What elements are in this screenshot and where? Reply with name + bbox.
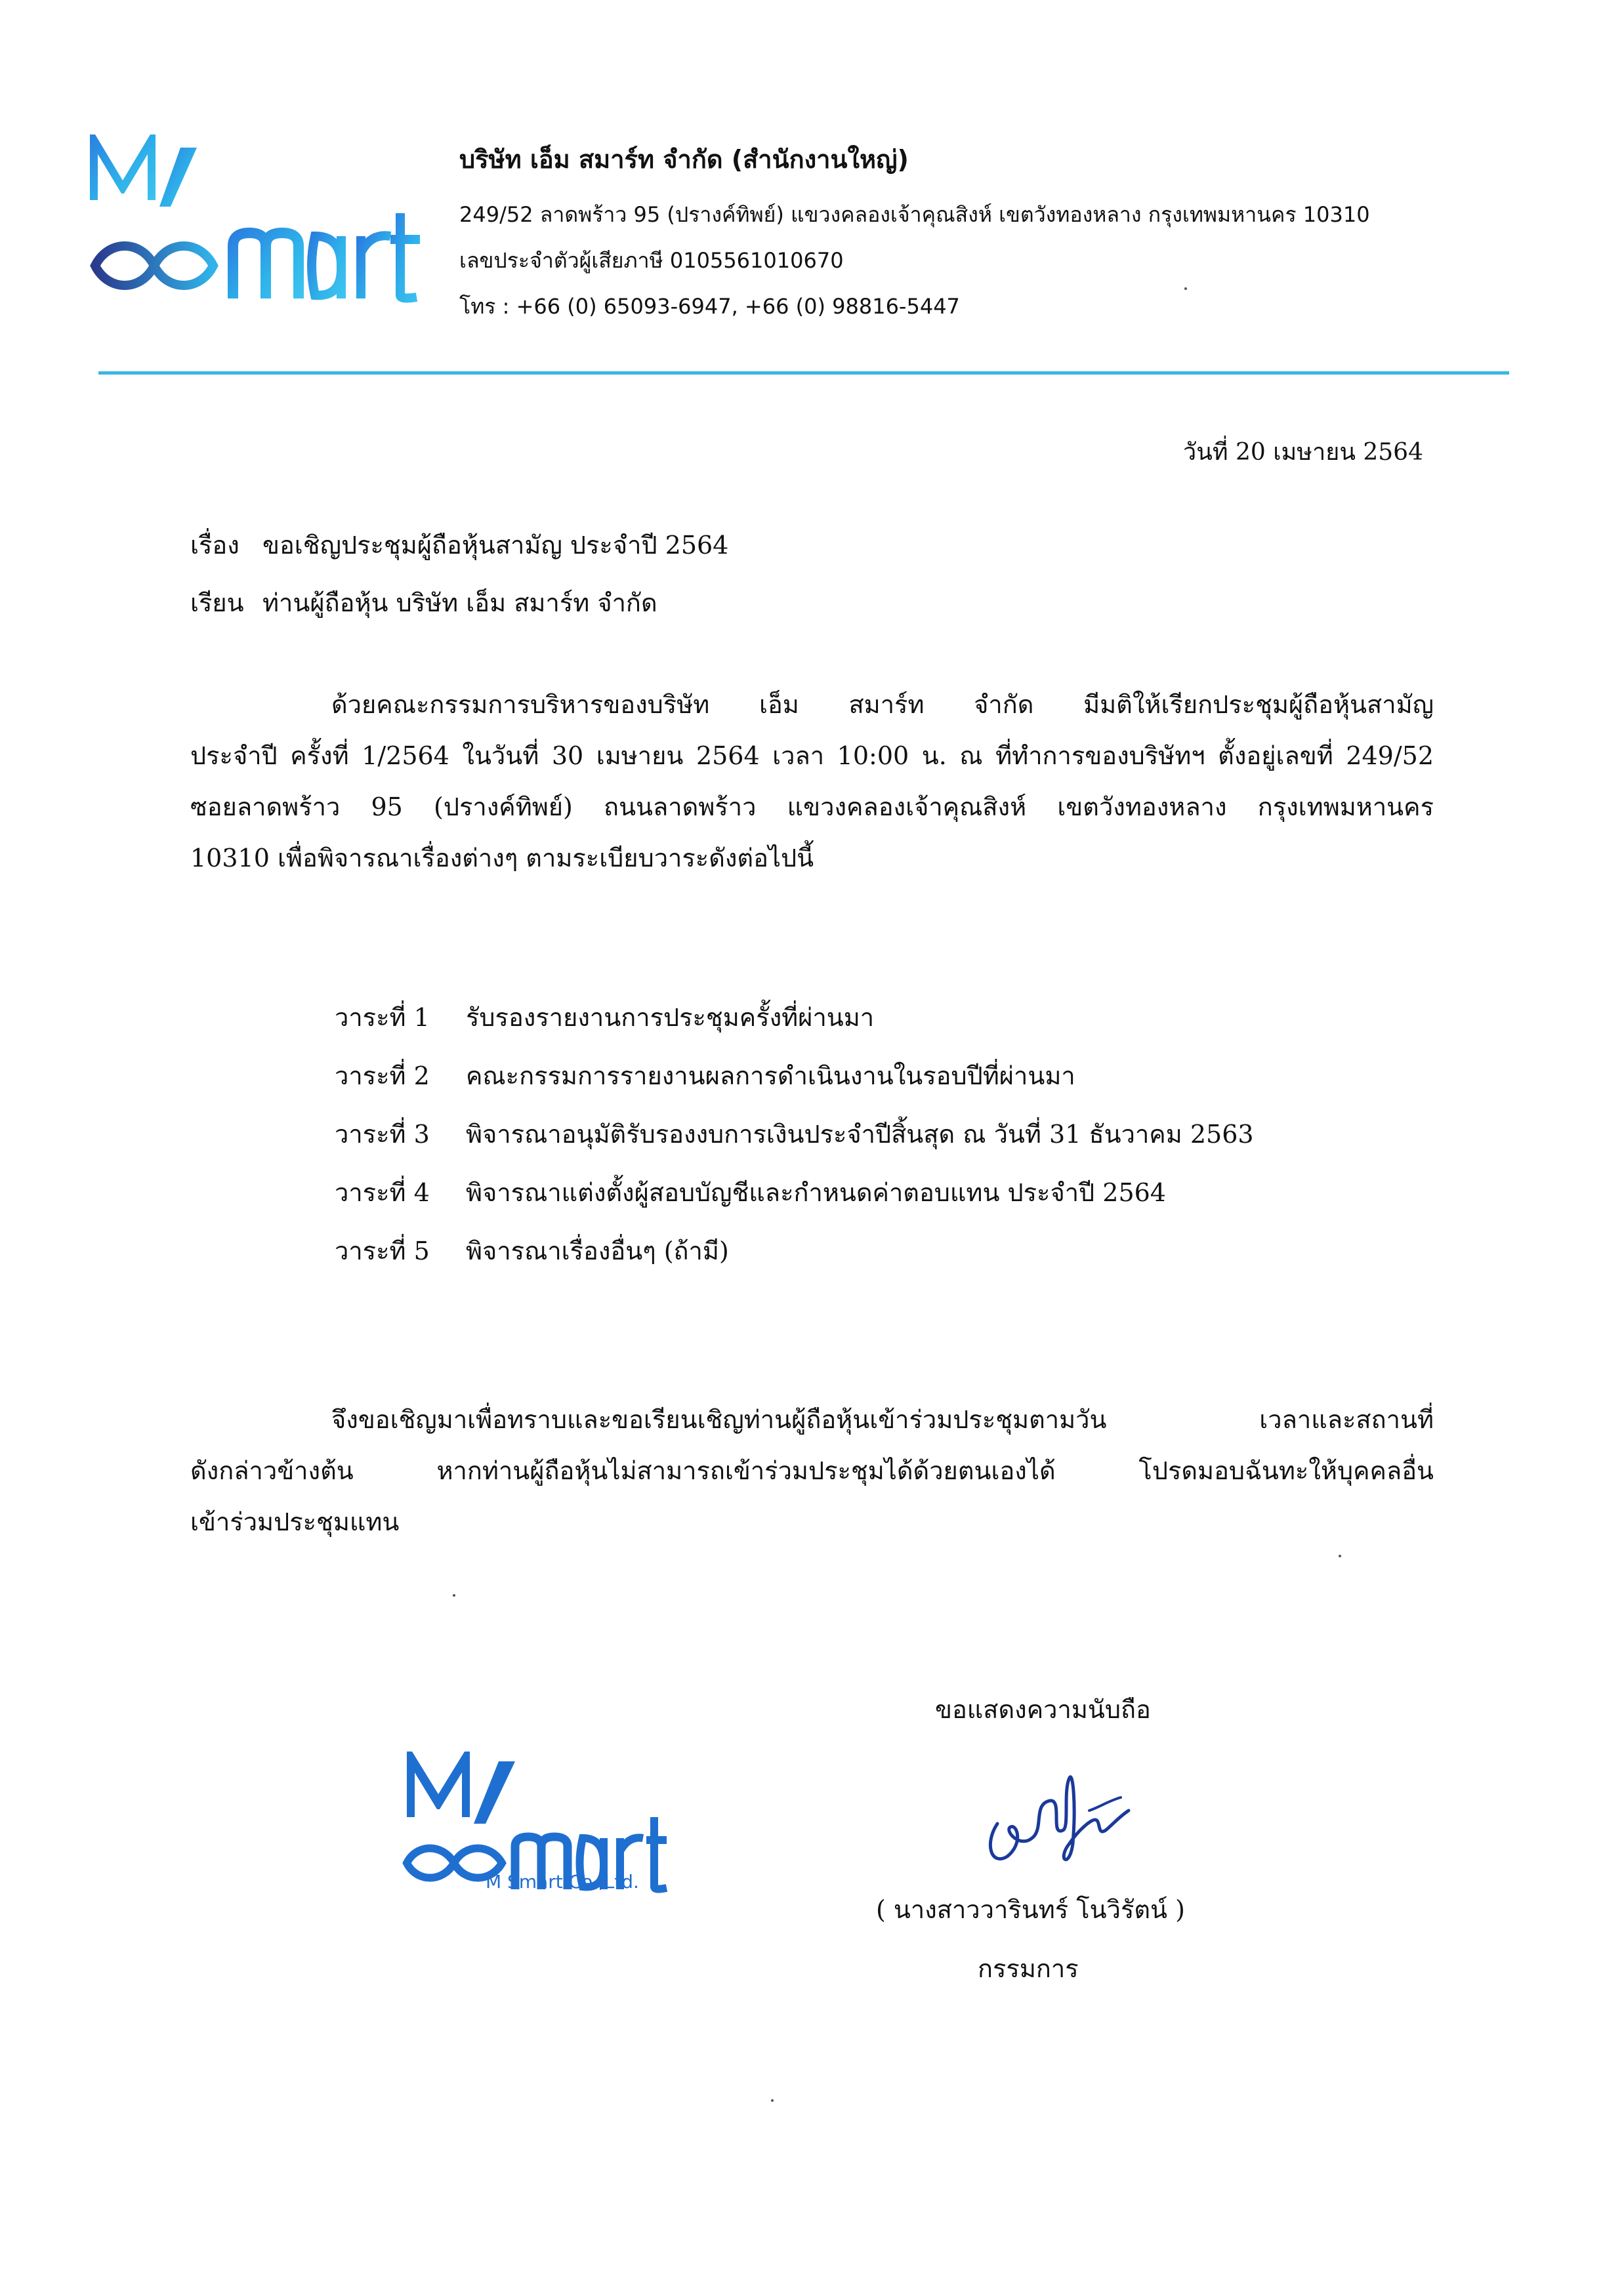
body-paragraph-1 (190, 679, 1434, 884)
closing-salutation: ขอแสดงความนับถือ (935, 1695, 1151, 1724)
subject-label: เรื่อง (190, 531, 239, 560)
agenda-text: รับรองรายงานการประชุมครั้งที่ผ่านมา (466, 1003, 875, 1032)
company-tax-id: เลขประจำตัวผู้เสียภาษี 0105561010670 (459, 248, 844, 273)
agenda-item (335, 1231, 1254, 1289)
agenda-number: วาระที่ 4 (335, 1178, 430, 1207)
subject-line (190, 525, 728, 565)
company-logo (82, 128, 423, 312)
letterhead-divider (98, 371, 1509, 375)
letter-date: วันที่ 20 เมษายน 2564 (1183, 439, 1423, 466)
agenda-list (335, 997, 1254, 1289)
body-1-line: ประจำปี ครั้งที่ 1/2564 ในวันที่ 30 เมษายน 2564 เวลา 10:00 น. ณ ที่ทำการของบริษัทฯ ตั้งอยู่เลขที่ 249/52 (190, 741, 1434, 770)
scan-speck (1339, 1555, 1341, 1557)
agenda-number: วาระที่ 2 (335, 1061, 430, 1090)
body-1-line: 10310 เพื่อพิจารณาเรื่องต่างๆ ตามระเบียบวาระดังต่อไปนี้ (190, 844, 814, 872)
agenda-item (335, 997, 1254, 1056)
company-name: บริษัท เอ็ม สมาร์ท จำกัด (สำนักงานใหญ่) (459, 145, 909, 174)
signer-position: กรรมการ (978, 1954, 1079, 1983)
agenda-text: คณะกรรมการรายงานผลการดำเนินงานในรอบปีที่ผ่านมา (466, 1061, 1075, 1090)
agenda-text: พิจารณาเรื่องอื่นๆ (ถ้ามี) (466, 1237, 729, 1265)
agenda-text: พิจารณาอนุมัติรับรองงบการเงินประจำปีสิ้นสุด ณ วันที่ 31 ธันวาคม 2563 (466, 1120, 1254, 1149)
scan-speck (453, 1594, 455, 1597)
body-2-line: เข้าร่วมประชุมแทน (190, 1507, 400, 1536)
scan-speck (1184, 287, 1187, 290)
body-paragraph-2 (190, 1394, 1434, 1548)
recipient-line (190, 583, 657, 623)
agenda-number: วาระที่ 5 (335, 1237, 430, 1265)
stamp-company-name: M Smart Co.,Ltd. (486, 1871, 639, 1893)
agenda-item (335, 1172, 1254, 1231)
scan-speck (771, 2099, 774, 2102)
recipient-text: ท่านผู้ถือหุ้น บริษัท เอ็ม สมาร์ท จำกัด (262, 588, 657, 617)
agenda-item (335, 1114, 1254, 1172)
body-2-line: จึงขอเชิญมาเพื่อทราบและขอเรียนเชิญท่านผู้ถือหุ้นเข้าร่วมประชุมตามวัน เวลาและสถานที่ (331, 1405, 1434, 1434)
subject-text: ขอเชิญประชุมผู้ถือหุ้นสามัญ ประจำปี 2564 (262, 531, 729, 560)
company-phone: โทร : +66 (0) 65093-6947, +66 (0) 98816-5447 (459, 294, 960, 319)
agenda-text: พิจารณาแต่งตั้งผู้สอบบัญชีและกำหนดค่าตอบแทน ประจำปี 2564 (466, 1178, 1166, 1207)
recipient-label: เรียน (190, 588, 244, 617)
body-2-line: ดังกล่าวข้างต้น หากท่านผู้ถือหุ้นไม่สามารถเข้าร่วมประชุมได้ด้วยตนเองได้ โปรดมอบฉันทะให้บุคคลอื่น (190, 1456, 1434, 1485)
signature (971, 1745, 1142, 1876)
company-address: 249/52 ลาดพร้าว 95 (ปรางค์ทิพย์) แขวงคลองเจ้าคุณสิงห์ เขตวังทองหลาง กรุงเทพมหานคร 10310 (459, 202, 1370, 227)
agenda-number: วาระที่ 3 (335, 1120, 430, 1149)
signer-name: ( นางสาววารินทร์ โนวิรัตน์ ) (876, 1895, 1185, 1924)
agenda-number: วาระที่ 1 (335, 1003, 430, 1032)
body-1-line: ซอยลาดพร้าว 95 (ปรางค์ทิพย์) ถนนลาดพร้าว แขวงคลองเจ้าคุณสิงห์ เขตวังทองหลาง กรุงเทพมหานคร (190, 792, 1434, 821)
body-1-line: ด้วยคณะกรรมการบริหารของบริษัท เอ็ม สมาร์ท จำกัด มีมติให้เรียกประชุมผู้ถือหุ้นสามัญ (331, 690, 1434, 719)
agenda-item (335, 1056, 1254, 1114)
